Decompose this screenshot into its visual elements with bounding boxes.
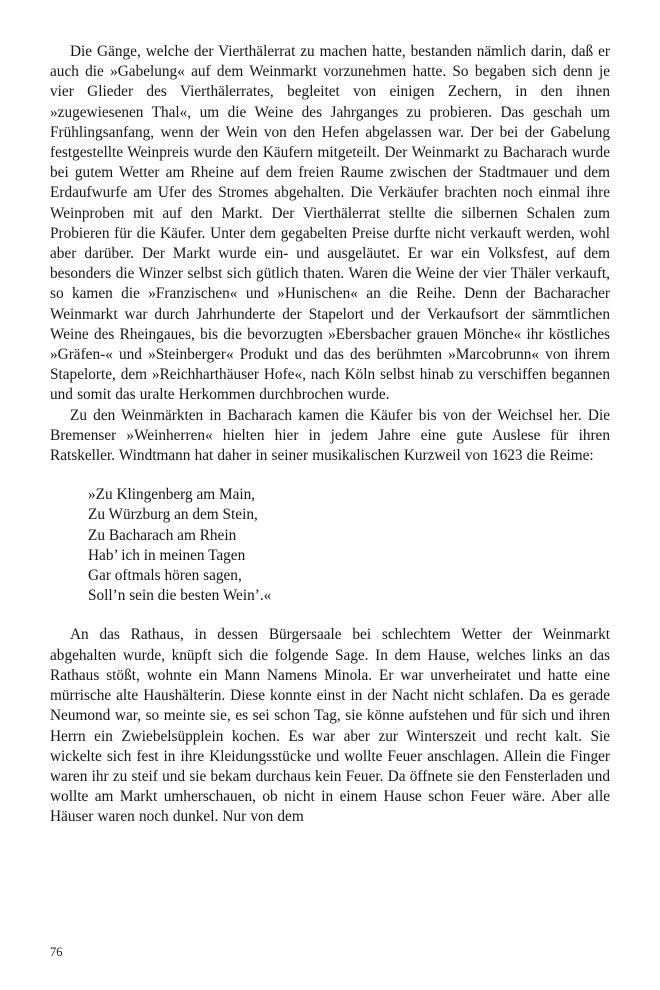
page-text-block bbox=[50, 42, 610, 828]
paragraph-wine-market: Die Gänge, welche der Vierthälerrat zu machen hatte, bestanden nämlich darin, daß er auch die »Gabelung« auf dem Weinmarkt vorzunehmen hatte. So begaben sich denn je vier Glieder des Vierthälerrates, begleitet von einigen Zechern, in den ihnen »zugewiesenen Thal«, um die Weine des Jahrganges zu probieren. Das geschah um Frühlingsanfang, wenn der Wein von den Hefen abgelassen war. Der bei der Gabelung festgestellte Weinpreis wurde den Käufern mitgeteilt. Der Weinmarkt zu Bacharach wurde bei gutem Wetter am Rheine auf dem freien Raume zwischen der Stadtmauer und dem Erdaufwurfe am Ufer des Stromes abgehalten. Die Verkäufer brachten noch einmal ihre Weinproben mit auf den Markt. Der Vierthälerrat stellte die silbernen Schalen zum Probieren für die Käufer. Unter dem gegabelten Preise durfte nicht verkauft werden, wohl aber darüber. Der Markt wurde ein- und ausgeläutet. Er war ein Volksfest, auf dem besonders die Winzer selbst sich gütlich thaten. Waren die Weine der vier Thäler verkauft, so kamen die »Franzischen« und »Hunischen« an die Reihe. Denn der Bacharacher Weinmarkt war durch Jahrhunderte der Stapelort und der Verkaufsort der sämmtlichen Weine des Rheingaues, bis die bevorzugten »Ebersbacher grauen Mönche« ihr köstliches »Gräfen-« und »Steinberger« Produkt und das des berühmten »Marcobrunn« von ihrem Stapelorte, dem »Reichharthäuser Hofe«, nach Köln selbst hinab zu verschiffen begannen und somit das uralte Herkommen durchbrochen wurde. bbox=[50, 43, 610, 404]
poem-line: Soll’n sein die besten Wein’.« bbox=[88, 587, 272, 605]
poem-line: Gar oftmals hören sagen, bbox=[88, 567, 242, 585]
poem-line: Hab’ ich in meinen Tagen bbox=[88, 546, 246, 564]
poem-block bbox=[88, 485, 610, 606]
paragraph-rathaus-sage: An das Rathaus, in dessen Bürgersaale bei schlechtem Wetter der Weinmarkt abgehalten wurde, knüpft sich die folgende Sage. In dem Hause, welches links an das Rathaus stößt, wohnte ein Mann Namens Minola. Er war unverheiratet und hatte eine mürrische alte Haushälterin. Diese konnte einst in der Nacht nicht schlafen. Da es gerade Neumond war, so meinte sie, es sei schon Tag, sie könne aufstehen und für sich und ihren Herrn ein Zwiebelsüpplein kochen. Es war aber zur Winterszeit und recht kalt. Sie wickelte sich fest in ihre Kleidungsstücke und wollte Feuer anschlagen. Allein die Finger waren ihr zu steif und sie bekam durchaus kein Feuer. Da öffnete sie den Fensterladen und wollte am Markt umherschauen, ob nicht in einem Hause schon Feuer wäre. Aber alle Häuser waren noch dunkel. Nur von dem bbox=[50, 626, 610, 826]
poem-line: Zu Bacharach am Rhein bbox=[88, 526, 237, 544]
paragraph-wine-buyers: Zu den Weinmärkten in Bacharach kamen die Käufer bis von der Weichsel her. Die Bremenser »Weinherren« hielten hier in jedem Jahre eine gute Auslese für ihren Ratskeller. Windtmann hat daher in seiner musikalischen Kurzweil von 1623 die Reime: bbox=[50, 406, 610, 465]
poem-line: Zu Würzburg an dem Stein, bbox=[88, 506, 258, 524]
page-number: 76 bbox=[50, 945, 63, 959]
poem-line: »Zu Klingenberg am Main, bbox=[88, 486, 256, 504]
